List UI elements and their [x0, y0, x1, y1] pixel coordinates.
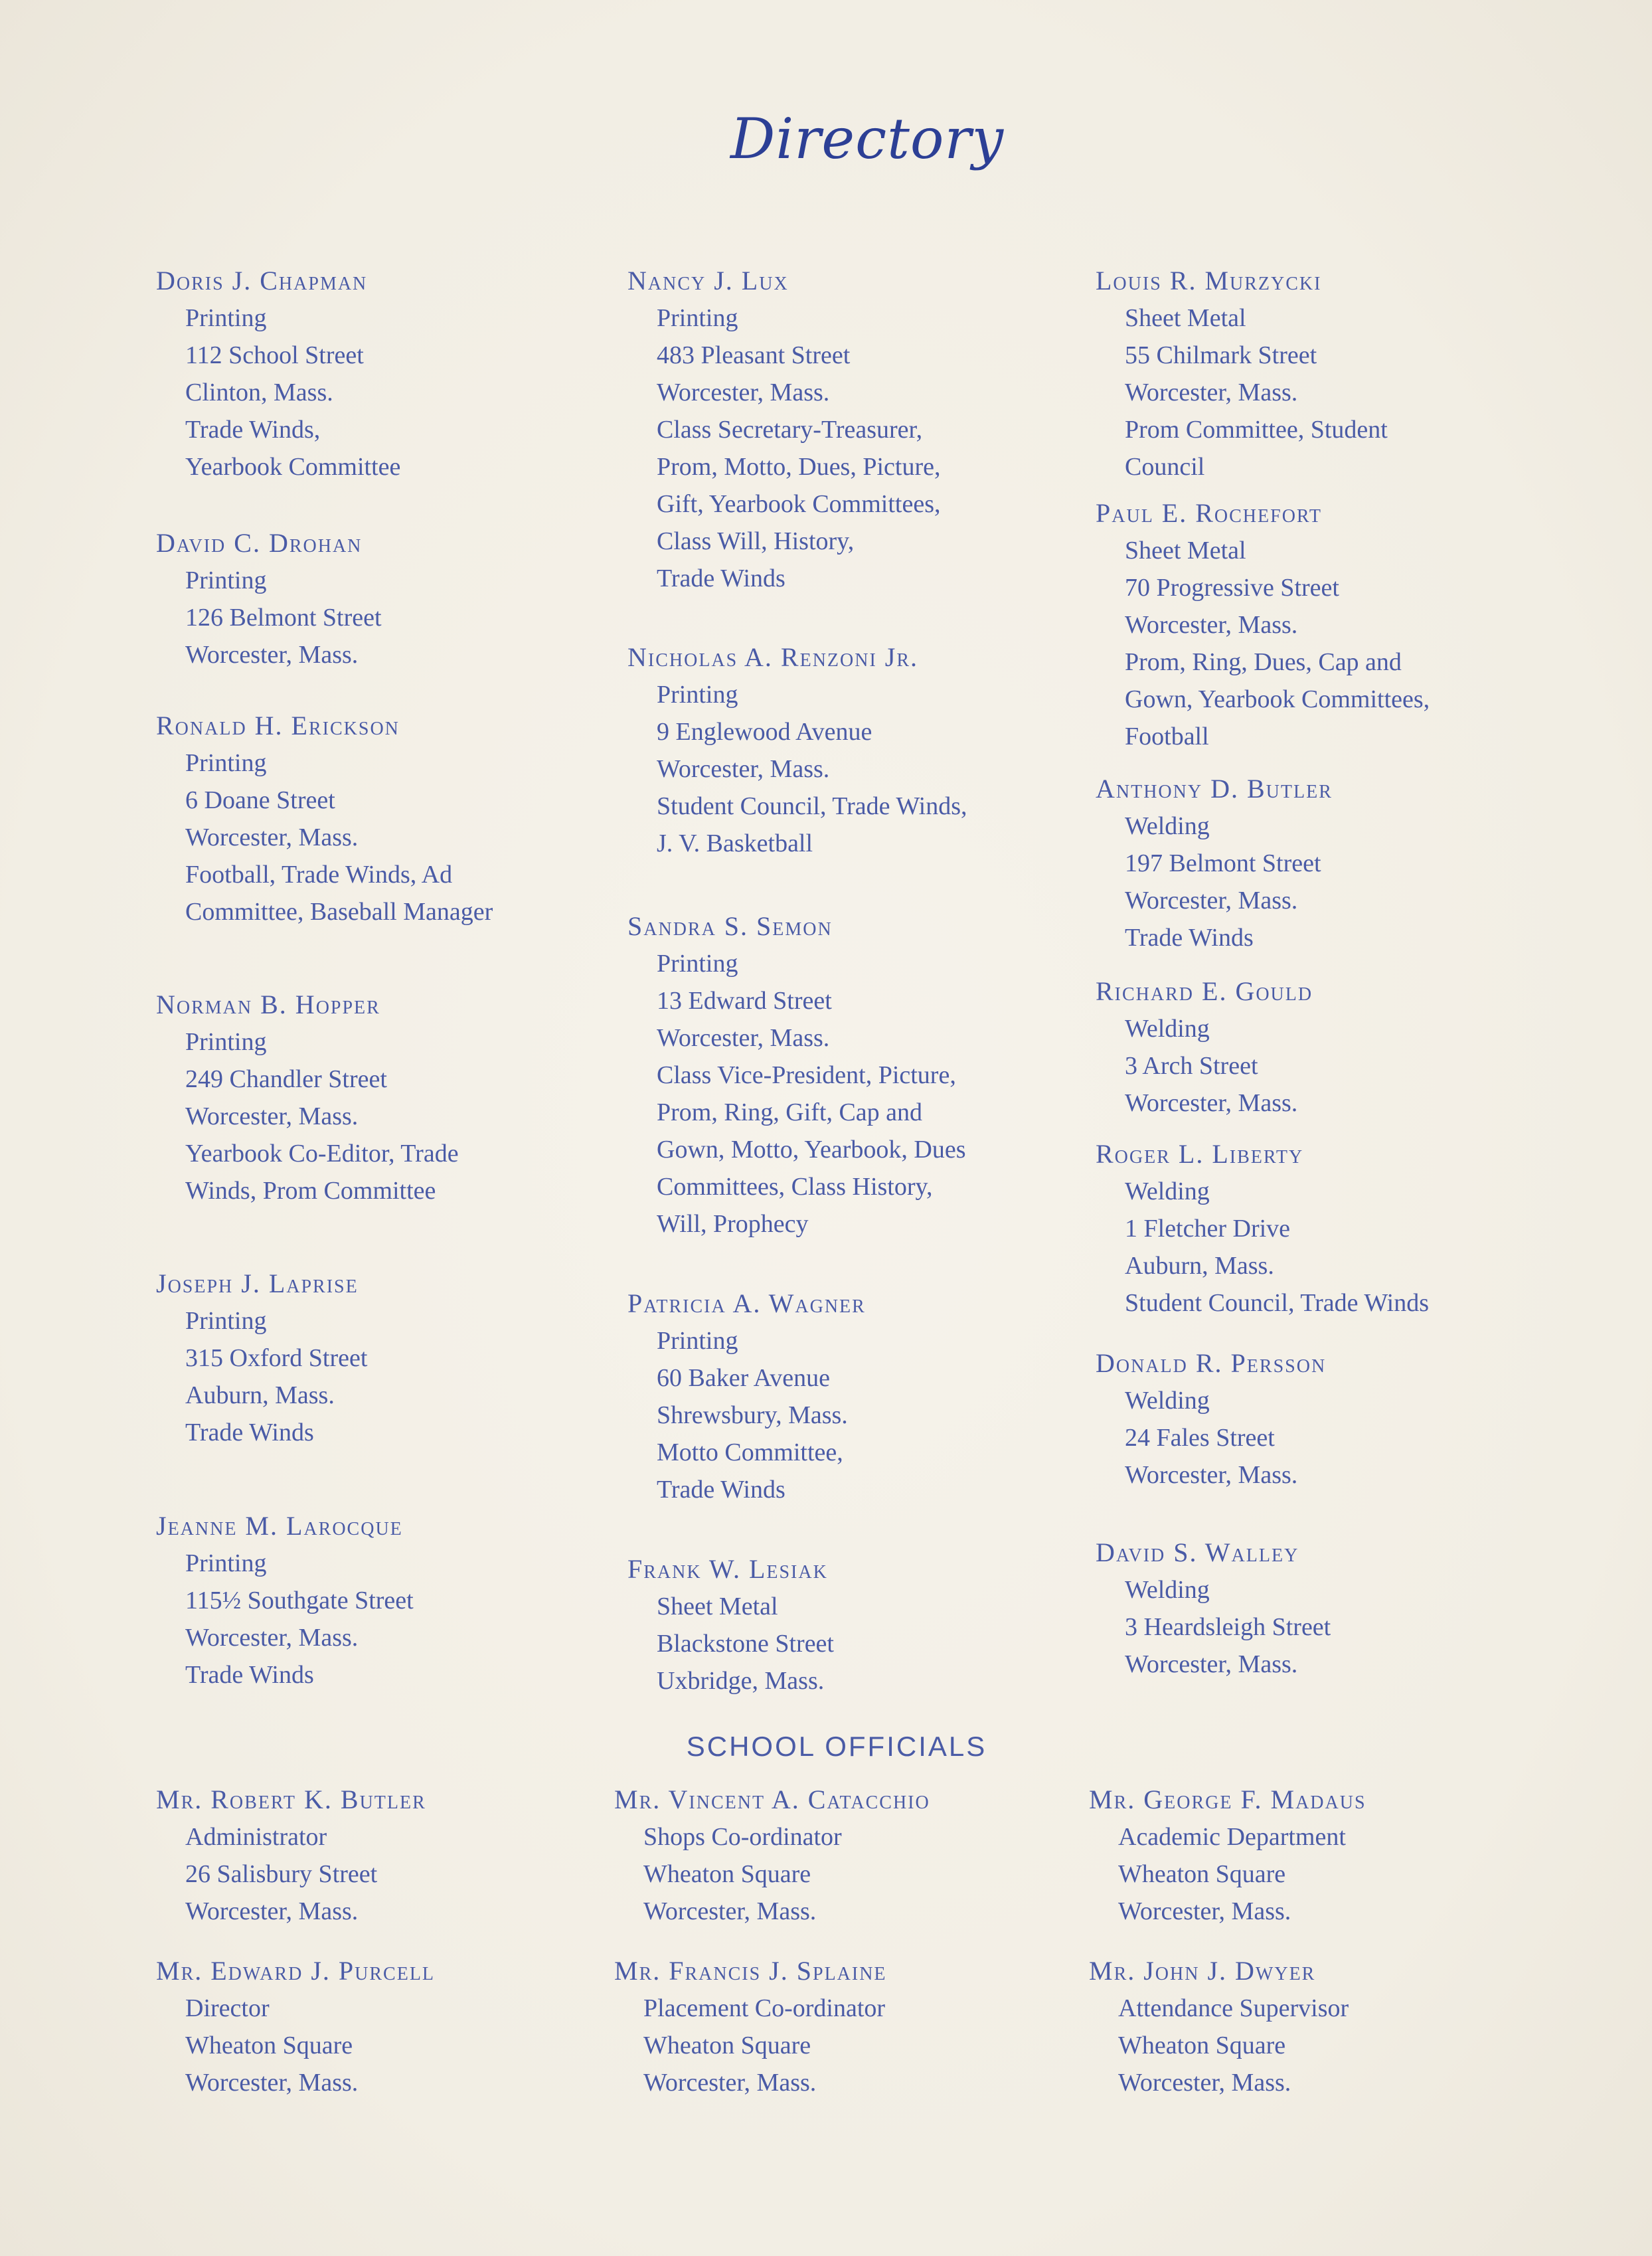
student-detail-line: Trade Winds	[657, 1476, 785, 1504]
student-detail-line: Yearbook Co-Editor, Trade	[185, 1140, 459, 1168]
student-name: Sandra S. Semon	[627, 911, 833, 941]
official-detail-line: Worcester, Mass.	[643, 1897, 817, 1925]
student-detail-line: Winds, Prom Committee	[185, 1177, 436, 1205]
student-name: Norman B. Hopper	[156, 990, 380, 1019]
student-detail-line: Gift, Yearbook Committees,	[657, 490, 941, 518]
student-detail-line: 60 Baker Avenue	[657, 1364, 830, 1392]
student-detail-line: 24 Fales Street	[1125, 1424, 1275, 1452]
official-detail-line: Administrator	[185, 1823, 327, 1851]
student-detail-line: 115½ Southgate Street	[185, 1587, 414, 1614]
student-detail-line: Printing	[185, 566, 267, 594]
student-detail-line: Trade Winds	[185, 1661, 314, 1689]
student-entry	[1096, 973, 1313, 1122]
student-detail-line: 197 Belmont Street	[1125, 849, 1321, 877]
student-detail-line: Clinton, Mass.	[185, 379, 333, 406]
student-name: Patricia A. Wagner	[627, 1288, 866, 1318]
student-name: Nancy J. Lux	[627, 266, 789, 296]
student-detail-line: Prom, Ring, Dues, Cap and	[1125, 648, 1402, 676]
official-name: Mr. Francis J. Splaine	[614, 1956, 887, 1986]
student-detail-line: Worcester, Mass.	[185, 1102, 359, 1130]
student-detail-line: 9 Englewood Avenue	[657, 718, 872, 746]
student-entry	[156, 262, 400, 485]
official-detail-line: Attendance Supervisor	[1118, 1994, 1349, 2022]
student-detail-line: Motto Committee,	[657, 1438, 843, 1466]
student-name: Anthony D. Butler	[1096, 774, 1333, 804]
student-detail-line: Welding	[1125, 812, 1210, 840]
student-entry	[1096, 262, 1388, 485]
student-detail-line: Prom, Motto, Dues, Picture,	[657, 453, 941, 481]
student-entry	[627, 639, 967, 862]
student-detail-line: Printing	[185, 1028, 267, 1056]
student-entry	[156, 986, 459, 1209]
official-detail-line: Director	[185, 1994, 270, 2022]
page-title: Directory	[730, 106, 1005, 171]
student-detail-line: Gown, Motto, Yearbook, Dues	[657, 1136, 966, 1164]
student-detail-line: Football, Trade Winds, Ad	[185, 861, 453, 889]
official-detail-line: Wheaton Square	[1118, 1860, 1286, 1888]
student-entry	[156, 525, 382, 673]
official-detail-line: Placement Co-ordinator	[643, 1994, 886, 2022]
student-detail-line: Sheet Metal	[1125, 304, 1246, 332]
student-name: Jeanne M. Larocque	[156, 1511, 403, 1541]
student-detail-line: Sheet Metal	[1125, 537, 1246, 564]
student-detail-line: Worcester, Mass.	[657, 755, 830, 783]
student-detail-line: Yearbook Committee	[185, 453, 401, 481]
student-detail-line: 112 School Street	[185, 341, 364, 369]
official-detail-line: Academic Department	[1118, 1823, 1346, 1851]
student-entry	[1096, 1136, 1429, 1322]
student-detail-line: J. V. Basketball	[657, 829, 813, 857]
official-name: Mr. John J. Dwyer	[1089, 1956, 1316, 1986]
official-detail-line: Worcester, Mass.	[185, 1897, 359, 1925]
student-name: Doris J. Chapman	[156, 266, 368, 296]
student-detail-line: Welding	[1125, 1015, 1210, 1043]
school-officials-heading: SCHOOL OFFICIALS	[686, 1731, 987, 1762]
student-detail-line: Worcester, Mass.	[1125, 1089, 1298, 1117]
student-detail-line: Prom Committee, Student	[1125, 416, 1388, 444]
student-detail-line: Printing	[657, 950, 738, 978]
student-detail-line: Worcester, Mass.	[1125, 887, 1298, 914]
student-entry	[156, 1265, 367, 1451]
student-entry	[627, 262, 940, 597]
official-detail-line: Worcester, Mass.	[1118, 2069, 1291, 2097]
student-detail-line: Committees, Class History,	[657, 1173, 933, 1201]
official-name: Mr. Edward J. Purcell	[156, 1956, 436, 1986]
student-detail-line: Worcester, Mass.	[1125, 379, 1298, 406]
student-detail-line: Will, Prophecy	[657, 1210, 809, 1238]
student-detail-line: Worcester, Mass.	[1125, 611, 1298, 639]
student-detail-line: 55 Chilmark Street	[1125, 341, 1317, 369]
student-detail-line: Worcester, Mass.	[1125, 1461, 1298, 1489]
student-detail-line: Printing	[657, 1327, 738, 1355]
student-name: David S. Walley	[1096, 1537, 1299, 1567]
student-name: Joseph J. Laprise	[156, 1268, 359, 1298]
student-detail-line: Auburn, Mass.	[1125, 1252, 1274, 1280]
official-entry	[614, 1952, 887, 2101]
student-detail-line: Student Council, Trade Winds	[1125, 1289, 1430, 1317]
official-detail-line: Worcester, Mass.	[643, 2069, 817, 2097]
student-detail-line: Uxbridge, Mass.	[657, 1667, 825, 1695]
student-name: Louis R. Murzycki	[1096, 266, 1322, 296]
student-detail-line: Printing	[657, 681, 738, 709]
student-entry	[1096, 770, 1333, 956]
student-detail-line: Printing	[185, 749, 267, 777]
student-entry	[156, 1508, 414, 1693]
student-name: Roger L. Liberty	[1096, 1139, 1304, 1169]
student-detail-line: Welding	[1125, 1387, 1210, 1415]
student-name: Donald R. Persson	[1096, 1348, 1327, 1378]
student-entry	[1096, 495, 1430, 755]
student-detail-line: Trade Winds,	[185, 416, 321, 444]
student-detail-line: 70 Progressive Street	[1125, 574, 1339, 602]
official-detail-line: Wheaton Square	[643, 2032, 811, 2059]
student-name: Nicholas A. Renzoni Jr.	[627, 642, 919, 672]
official-entry	[614, 1781, 930, 1930]
official-detail-line: Shops Co-ordinator	[643, 1823, 842, 1851]
student-entry	[156, 707, 493, 930]
official-name: Mr. George F. Madaus	[1089, 1784, 1366, 1814]
student-detail-line: Printing	[185, 1307, 267, 1335]
student-detail-line: 6 Doane Street	[185, 786, 335, 814]
student-entry	[627, 908, 966, 1243]
student-detail-line: 315 Oxford Street	[185, 1344, 368, 1372]
official-entry	[1089, 1952, 1349, 2101]
student-detail-line: Printing	[185, 304, 267, 332]
student-name: David C. Drohan	[156, 528, 363, 558]
official-detail-line: Wheaton Square	[643, 1860, 811, 1888]
student-name: Ronald H. Erickson	[156, 711, 400, 740]
student-detail-line: Welding	[1125, 1576, 1210, 1604]
student-detail-line: Shrewsbury, Mass.	[657, 1401, 848, 1429]
student-detail-line: Printing	[657, 304, 738, 332]
student-detail-line: Class Will, History,	[657, 527, 855, 555]
student-detail-line: 126 Belmont Street	[185, 604, 382, 632]
student-detail-line: Blackstone Street	[657, 1630, 834, 1658]
student-entry	[627, 1285, 866, 1508]
student-detail-line: Worcester, Mass.	[185, 824, 359, 851]
official-name: Mr. Vincent A. Catacchio	[614, 1784, 930, 1814]
official-entry	[156, 1952, 435, 2101]
student-detail-line: Welding	[1125, 1177, 1210, 1205]
student-detail-line: Trade Winds	[185, 1419, 314, 1446]
student-entry	[1096, 1345, 1326, 1494]
official-detail-line: Wheaton Square	[185, 2032, 353, 2059]
student-detail-line: Trade Winds	[1125, 924, 1254, 952]
official-detail-line: 26 Salisbury Street	[185, 1860, 378, 1888]
student-detail-line: 249 Chandler Street	[185, 1065, 387, 1093]
student-detail-line: Worcester, Mass.	[1125, 1650, 1298, 1678]
student-detail-line: Worcester, Mass.	[657, 379, 830, 406]
student-detail-line: Trade Winds	[657, 564, 785, 592]
student-detail-line: Worcester, Mass.	[185, 1624, 359, 1652]
student-detail-line: Football	[1125, 723, 1209, 750]
student-detail-line: Committee, Baseball Manager	[185, 898, 493, 926]
student-detail-line: 3 Arch Street	[1125, 1052, 1258, 1080]
official-detail-line: Worcester, Mass.	[185, 2069, 359, 2097]
student-name: Frank W. Lesiak	[627, 1554, 828, 1584]
student-detail-line: Prom, Ring, Gift, Cap and	[657, 1098, 923, 1126]
student-detail-line: 1 Fletcher Drive	[1125, 1215, 1291, 1243]
student-detail-line: Worcester, Mass.	[185, 641, 359, 669]
student-detail-line: Student Council, Trade Winds,	[657, 792, 967, 820]
student-detail-line: Class Vice-President, Picture,	[657, 1061, 956, 1089]
student-detail-line: Class Secretary-Treasurer,	[657, 416, 923, 444]
student-detail-line: Worcester, Mass.	[657, 1024, 830, 1052]
student-detail-line: 3 Heardsleigh Street	[1125, 1613, 1331, 1641]
student-detail-line: Council	[1125, 453, 1205, 481]
student-detail-line: 483 Pleasant Street	[657, 341, 851, 369]
student-name: Paul E. Rochefort	[1096, 498, 1323, 528]
official-detail-line: Wheaton Square	[1118, 2032, 1286, 2059]
student-detail-line: 13 Edward Street	[657, 987, 832, 1015]
student-entry	[1096, 1534, 1331, 1683]
student-name: Richard E. Gould	[1096, 976, 1313, 1006]
student-detail-line: Auburn, Mass.	[185, 1381, 335, 1409]
official-entry	[1089, 1781, 1366, 1930]
official-entry	[156, 1781, 426, 1930]
official-detail-line: Worcester, Mass.	[1118, 1897, 1291, 1925]
official-name: Mr. Robert K. Butler	[156, 1784, 426, 1814]
student-detail-line: Gown, Yearbook Committees,	[1125, 685, 1430, 713]
student-detail-line: Sheet Metal	[657, 1593, 778, 1620]
student-entry	[627, 1551, 834, 1699]
student-detail-line: Printing	[185, 1549, 267, 1577]
